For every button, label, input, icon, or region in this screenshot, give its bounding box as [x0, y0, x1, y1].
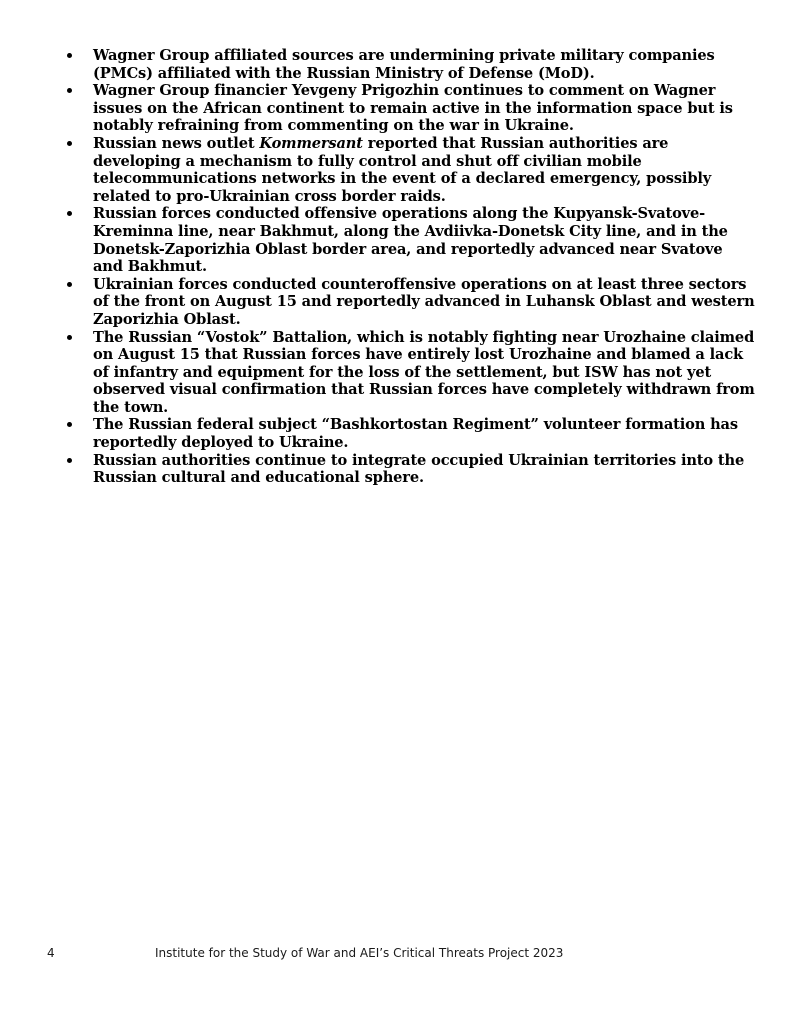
- bullet-item: [66, 205, 756, 275]
- bullet-dot-icon: [67, 141, 72, 146]
- bullet-dot-icon: [67, 458, 72, 463]
- footer-attribution: Institute for the Study of War and AEI’s Critical Threats Project 2023: [155, 946, 564, 960]
- bullet-text: reported that Russian authorities are developing a mechanism to fully control and shut off civilian mobile telecommunications networks in the event of a declared emergency, possibly related to pro-Ukrainian cross border raids.: [93, 134, 712, 205]
- bullet-dot-icon: [67, 211, 72, 216]
- bullet-text: Russian news outlet: [93, 134, 260, 152]
- bullet-text: Ukrainian forces conducted counteroffensive operations on at least three sectors of the front on August 15 and reportedly advanced in Luhansk Oblast and western Zaporizhia Oblast.: [93, 275, 755, 328]
- bullet-text: The Russian federal subject “Bashkortostan Regiment” volunteer formation has reportedly deployed to Ukraine.: [93, 416, 738, 452]
- bullet-text: Russian forces conducted offensive operations along the Kupyansk-Svatove-Kreminna line, near Bakhmut, along the Avdiivka-Donetsk City line, and in the Donetsk-Zaporizhia Oblast border area, and reportedly advanced near Svatove and Bakhmut.: [93, 205, 728, 276]
- bullet-item: [66, 47, 756, 82]
- bullet-item: [66, 452, 756, 487]
- footer-page-number: 4: [47, 946, 55, 960]
- page-footer: [0, 945, 791, 963]
- bullet-item: [66, 135, 756, 205]
- bullet-text-italic: Kommersant: [259, 134, 363, 152]
- bullet-dot-icon: [67, 335, 72, 340]
- bullet-dot-icon: [67, 53, 72, 58]
- key-takeaways-list: [66, 47, 756, 487]
- bullet-text: Wagner Group financier Yevgeny Prigozhin continues to comment on Wagner issues on the African continent to remain active in the information space but is notably refraining from commenting on the war in Ukraine.: [93, 82, 733, 135]
- bullet-dot-icon: [67, 88, 72, 93]
- bullet-dot-icon: [67, 422, 72, 427]
- bullet-text: Russian authorities continue to integrate occupied Ukrainian territories into the Russian cultural and educational sphere.: [93, 451, 745, 487]
- bullet-item: [66, 276, 756, 329]
- bullet-text: Wagner Group affiliated sources are undermining private military companies (PMCs) affiliated with the Russian Ministry of Defense (MoD).: [93, 47, 715, 82]
- bullet-item: [66, 416, 756, 451]
- bullet-item: [66, 82, 756, 135]
- bullet-text: The Russian “Vostok” Battalion, which is notably fighting near Urozhaine claimed on August 15 that Russian forces have entirely lost Urozhaine and blamed a lack of infantry and equipment for the loss of the settlement, but ISW has not yet observed visual confirmation that Russian forces have completely withdrawn from the town.: [93, 328, 755, 416]
- bullet-dot-icon: [67, 282, 72, 287]
- bullet-item: [66, 329, 756, 417]
